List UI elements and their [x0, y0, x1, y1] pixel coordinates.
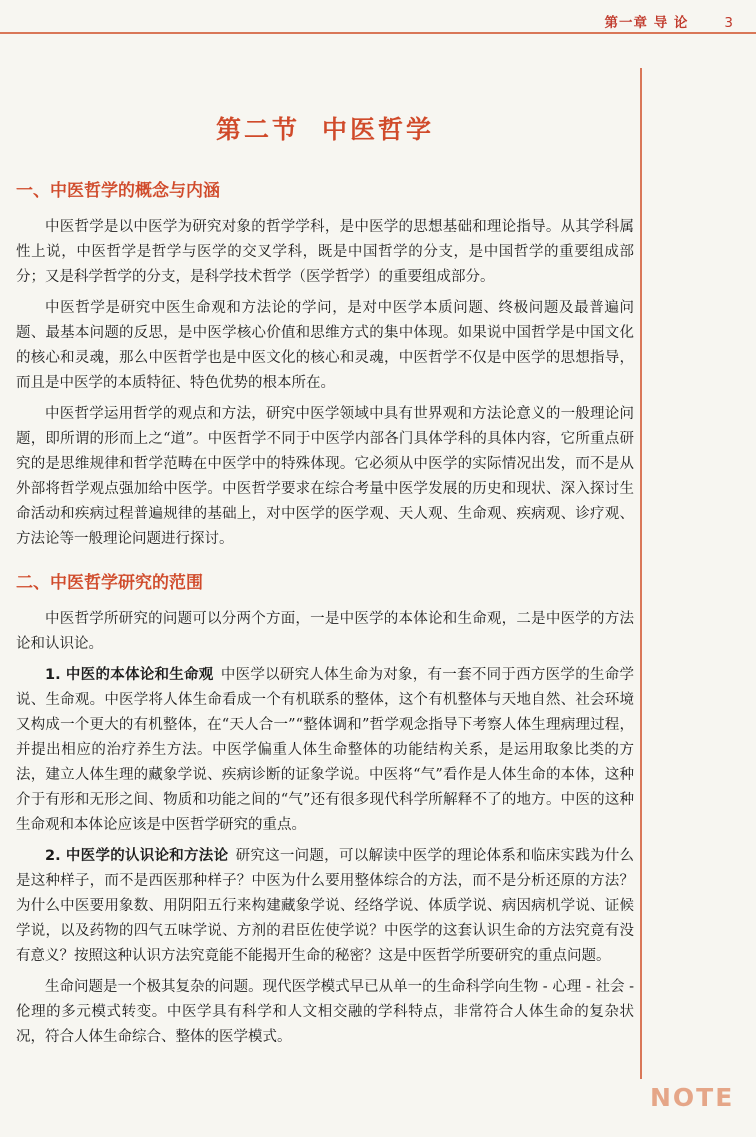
paragraph-text: 研究这一问题，可以解读中医学的理论体系和临床实践为什么是这种样子，而不是西医那种样子？中医为什么要用整体综合的方法，而不是分析还原的方法？为什么中医要用象数、用阴阳五行来构建藏象学说、经络学说、体质学说、病因病机学说、证候学说，以及药物的四气五味学说、方剂的君臣佐使学说？中医学的这套认识生命的方法究竟有没有意义？按照这种认识方法究竟能不能揭开生命的秘密？这是中医哲学所要研究的重点问题。 — [16, 848, 634, 964]
paragraph: 中医哲学是以中医学为研究对象的哲学学科，是中医学的思想基础和理论指导。从其学科属性上说，中医哲学是哲学与医学的交叉学科，既是中国哲学的分支，是中国哲学的重要组成部分；又是科学哲学的分支，是科学技术哲学（医学哲学）的重要组成部分。 — [16, 219, 634, 285]
paragraph: 中医哲学是研究中医生命观和方法论的学问，是对中医学本质问题、终极问题及最普遍问题、最基本问题的反思，是中医学核心价值和思维方式的集中体现。如果说中国哲学是中国文化的核心和灵魂，那么中医哲学也是中医文化的核心和灵魂，中医哲学不仅是中医学的思想指导，而且是中医学的本质特征、特色优势的根本所在。 — [16, 300, 634, 391]
paragraph-text: 中医学以研究人体生命为对象，有一套不同于西方医学的生命学说、生命观。中医学将人体生命看成一个有机联系的整体，这个有机整体与天地自然、社会环境又构成一个更大的有机整体，在“天人合一”“整体调和”哲学观念指导下考察人体生理病理过程，并提出相应的治疗养生方法。中医学偏重人体生命整体的功能结构关系，是运用取象比类的方法，建立人体生理的藏象学说、疾病诊断的证象学说。中医将“气”看作是人体生命的本体，这种介于有形和无形之间、物质和功能之间的“气”还有很多现代科学所解释不了的地方。中医的这种生命观和本体论应该是中医哲学研究的重点。 — [16, 667, 634, 833]
subsection-heading-1: 一、中医哲学的概念与内涵 — [16, 181, 220, 201]
paragraph-lead: 1. 中医的本体论和生命观 — [45, 667, 214, 683]
paragraph: 中医哲学运用哲学的观点和方法，研究中医学领域中具有世界观和方法论意义的一般理论问题，即所谓的形而上之“道”。中医哲学不同于中医学内部各门具体学科的具体内容，它所重点研究的是思维规律和哲学范畴在中医学中的特殊体现。它必须从中医学的实际情况出发，而不是从外部将哲学观点强加给中医学。中医哲学要求在综合考量中医学发展的历史和现状、深入探讨生命活动和疾病过程普遍规律的基础上，对中医学的医学观、天人观、生命观、疾病观、诊疗观、方法论等一般理论问题进行探讨。 — [16, 406, 634, 547]
section-name: 中医哲学 — [322, 115, 435, 144]
paragraph: 中医哲学所研究的问题可以分两个方面，一是中医学的本体论和生命观，二是中医学的方法论和认识论。 — [16, 611, 634, 652]
section-title — [16, 110, 634, 146]
page-body — [16, 110, 634, 1056]
paragraph — [16, 844, 634, 969]
page-number: 3 — [724, 15, 734, 31]
subsection-heading-2: 二、中医哲学研究的范围 — [16, 573, 203, 593]
running-header — [605, 11, 735, 31]
paragraph-lead: 2. 中医学的认识论和方法论 — [45, 848, 229, 864]
margin-rule — [640, 68, 642, 1079]
note-stamp: NOTE — [650, 1083, 735, 1112]
chapter-title: 第一章 导 论 — [604, 15, 689, 31]
section-number: 第二节 — [215, 115, 300, 144]
paragraph — [16, 663, 634, 838]
header-rule — [0, 32, 756, 34]
paragraph: 生命问题是一个极其复杂的问题。现代医学模式早已从单一的生命科学向生物 - 心理 - 社会 - 伦理的多元模式转变。中医学具有科学和人文相交融的学科特点，非常符合人体生命的复杂状况，符合人体生命综合、整体的医学模式。 — [16, 979, 634, 1045]
